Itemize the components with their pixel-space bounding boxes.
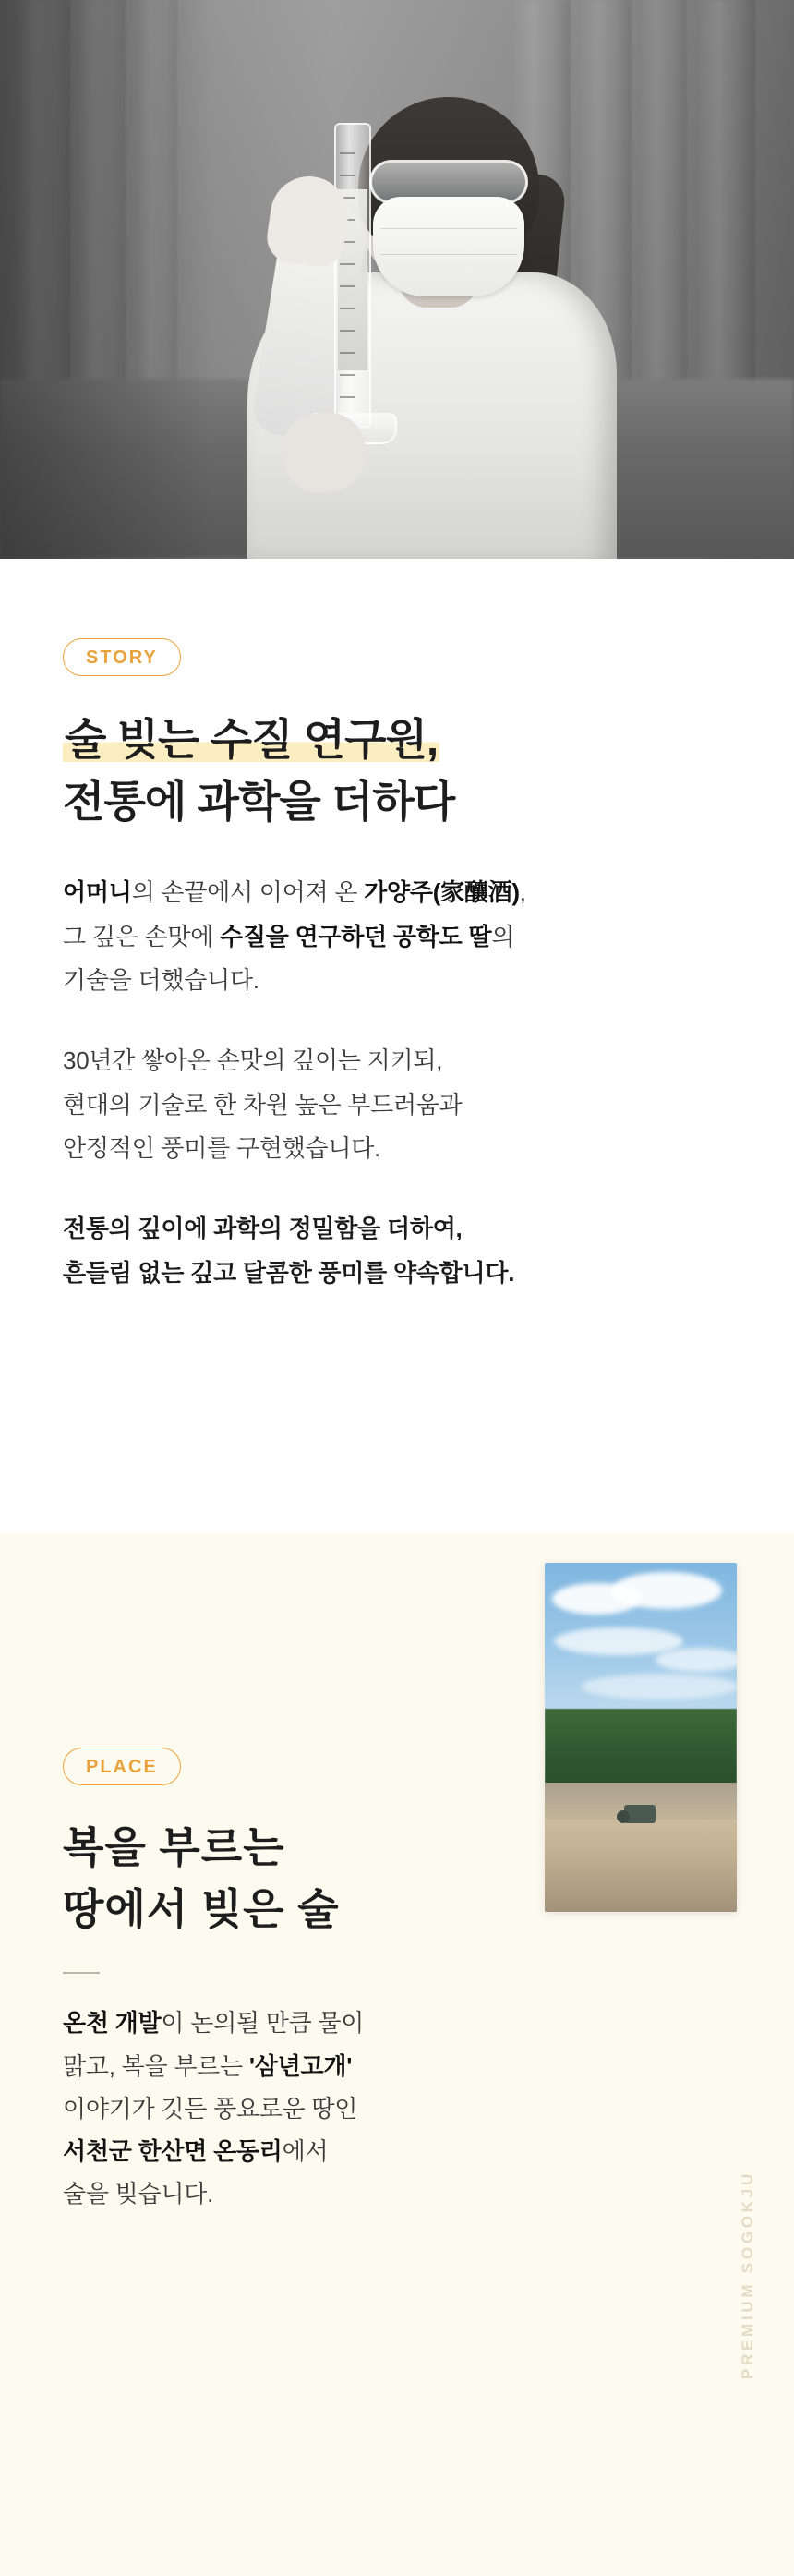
place-p1-emph-3: 서천군 한산면 온동리 — [63, 2137, 283, 2166]
place-body — [63, 2002, 432, 2215]
story-p1-emph-2: 가양주(家釀酒) — [364, 878, 520, 907]
story-paragraph-1 — [63, 871, 731, 1002]
place-p1-emph-2: '삼년고개' — [248, 2051, 353, 2080]
face-mask — [373, 197, 524, 296]
story-headline-line2: 전통에 과학을 더하다 — [63, 776, 455, 826]
place-paragraph-1 — [63, 2002, 432, 2215]
story-p1-emph-3: 수질을 연구하던 공학도 딸 — [220, 922, 492, 950]
cloud — [656, 1648, 737, 1672]
place-p1-text-1: 이 논의될 만큼 물이 — [161, 2009, 365, 2038]
story-paragraph-3 — [63, 1207, 731, 1295]
place-badge: PLACE — [63, 1748, 181, 1785]
photo-treeline — [545, 1709, 737, 1788]
fermentation-tank — [641, 0, 687, 397]
story-p3-line1: 전통의 깊이에 과학의 정밀함을 더하여, — [63, 1215, 463, 1243]
story-paragraph-2 — [63, 1039, 731, 1170]
premium-watermark: PREMIUM SOGOKJU — [739, 2171, 756, 2380]
cylinder-scale-marks — [336, 143, 369, 420]
tractor — [624, 1805, 656, 1823]
fermentation-tank — [698, 0, 755, 397]
place-headline-line1: 복을 부르는 — [63, 1823, 285, 1871]
story-p2-line1: 30년간 쌓아온 손맛의 깊이는 지키되, — [63, 1046, 443, 1075]
place-p1-emph-1: 온천 개발 — [63, 2009, 162, 2038]
cloud — [554, 1627, 683, 1655]
wall-shadow — [0, 0, 212, 559]
cloud — [582, 1674, 737, 1699]
story-headline — [63, 709, 731, 832]
story-p1-text-4: 의 — [491, 922, 515, 950]
story-p3-line2: 흔들림 없는 깊고 달콤한 풍미를 약속합니다. — [63, 1258, 515, 1287]
place-p1-text-4: 에서 — [282, 2137, 329, 2166]
story-badge: STORY — [63, 638, 181, 676]
story-section — [0, 559, 794, 1533]
story-p1-text-5: 기술을 더했습니다. — [63, 966, 259, 995]
place-p1-text-2: 맑고, 복을 부르는 — [63, 2051, 249, 2080]
place-headline-line2: 땅에서 빚은 술 — [63, 1885, 340, 1934]
story-p1-emph-1: 어머니 — [63, 878, 132, 907]
place-photo — [545, 1563, 737, 1912]
story-p1-text-3: 그 깊은 손맛에 — [63, 922, 221, 950]
place-p1-text-3: 이야기가 깃든 풍요로운 땅인 — [63, 2094, 358, 2122]
story-p2-line2: 현대의 기술로 한 차원 높은 부드러움과 — [63, 1090, 463, 1119]
researcher-figure — [231, 88, 628, 559]
place-p1-text-5: 술을 빚습니다. — [63, 2180, 214, 2208]
story-p1-text-1: 의 손끝에서 이어져 온 — [131, 878, 365, 907]
hero-photo — [0, 0, 794, 559]
story-p1-text-2: , — [519, 878, 526, 907]
cloud — [611, 1572, 722, 1609]
place-section — [0, 1533, 794, 2576]
divider — [63, 1972, 100, 1974]
story-p2-line3: 안정적인 풍미를 구현했습니다. — [63, 1134, 381, 1163]
story-body — [63, 871, 731, 1295]
story-headline-line1: 술 빚는 수질 연구원, — [65, 715, 439, 764]
